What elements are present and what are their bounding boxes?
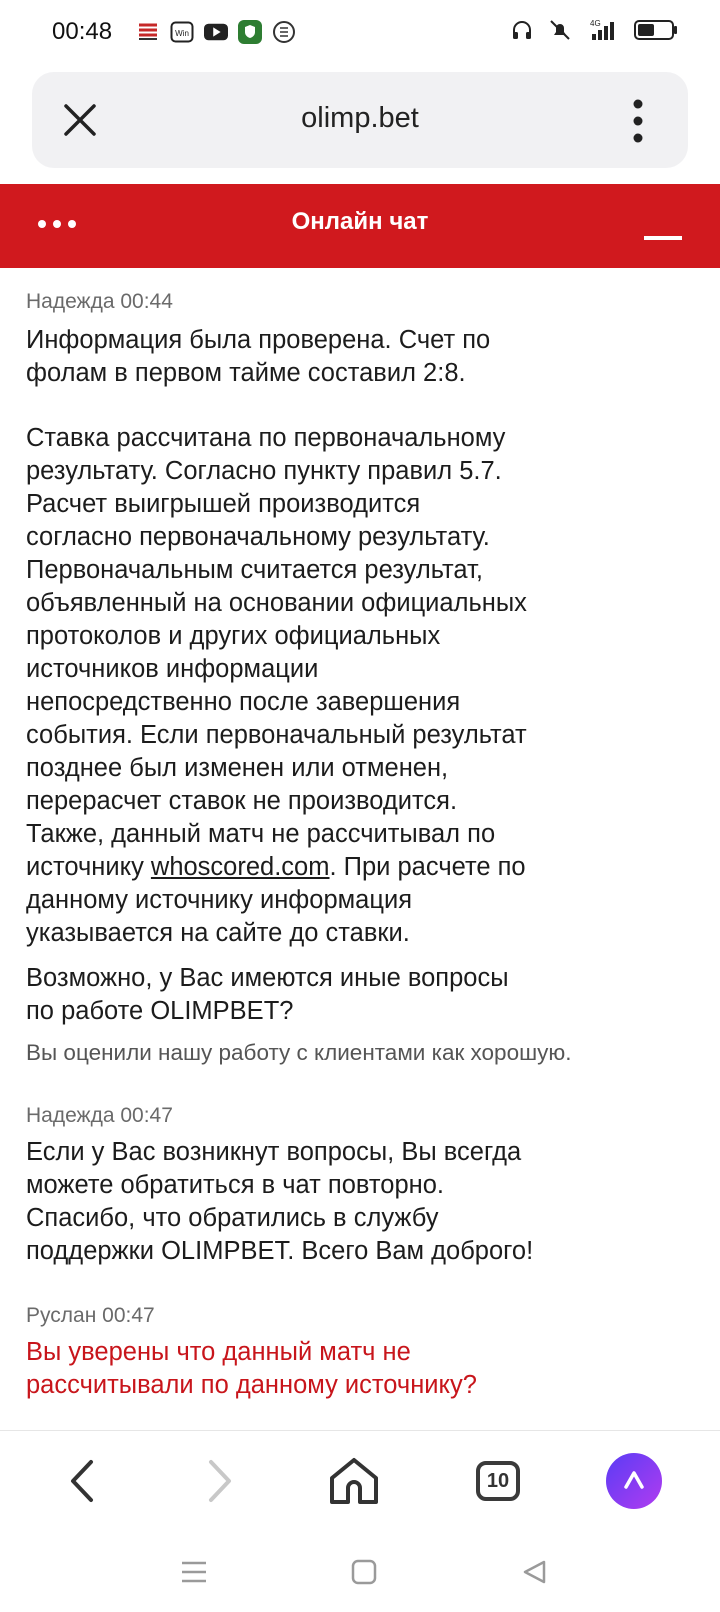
win-app-icon bbox=[170, 20, 194, 44]
message-text bbox=[26, 1136, 696, 1268]
notification-icons bbox=[136, 20, 296, 44]
status-bar bbox=[0, 0, 720, 64]
club-app-icon bbox=[272, 20, 296, 44]
back-icon[interactable] bbox=[52, 1451, 112, 1511]
message-text bbox=[26, 962, 696, 1028]
minimize-icon[interactable] bbox=[644, 214, 682, 244]
message-line: Если у Вас возникнут вопросы, Вы всегда bbox=[26, 1138, 522, 1166]
signal-icon bbox=[586, 18, 620, 42]
youtube-icon bbox=[204, 20, 228, 44]
source-link[interactable]: whoscored.com bbox=[150, 853, 330, 881]
message-line: позднее был изменен или отменен, bbox=[26, 754, 449, 782]
message-line: Спасибо, что обратились в службу bbox=[26, 1204, 439, 1232]
message-line: непосредственно после завершения bbox=[26, 688, 461, 716]
rating-notice: Вы оценили нашу работу с клиентами как хорошую. bbox=[26, 1040, 572, 1065]
message-line: рассчитывали по данному источнику? bbox=[26, 1371, 477, 1399]
chat-messages[interactable] bbox=[0, 268, 720, 1430]
message-line: Также, данный матч не рассчитывал по bbox=[26, 820, 496, 848]
message-line: объявленный на основании официальных bbox=[26, 589, 527, 617]
mute-bell-icon bbox=[548, 18, 572, 42]
message-text bbox=[26, 324, 696, 390]
browser-bottom-bar bbox=[0, 1430, 720, 1533]
chat-header bbox=[0, 184, 720, 268]
message-line: события. Если первоначальный результат bbox=[26, 721, 527, 749]
message-line: Информация была проверена. Счет по bbox=[26, 326, 491, 354]
message-meta: Надежда 00:47 bbox=[26, 1104, 173, 1127]
back-triangle-icon[interactable] bbox=[512, 1550, 556, 1594]
message-line: можете обратиться в чат повторно. bbox=[26, 1171, 444, 1199]
message-meta: Надежда 00:44 bbox=[26, 290, 173, 313]
message-line: согласно первоначальному результату. bbox=[26, 523, 490, 551]
message-line: указывается на сайте до ставки. bbox=[26, 919, 410, 947]
message-line: Вы уверены что данный матч не bbox=[26, 1338, 411, 1366]
message-line: данному источнику информация bbox=[26, 886, 412, 914]
tabs-count: 10 bbox=[476, 1461, 520, 1501]
forward-icon[interactable] bbox=[190, 1451, 250, 1511]
message-line: протоколов и других официальных bbox=[26, 622, 441, 650]
user-message-text bbox=[26, 1336, 696, 1402]
shield-app-icon bbox=[238, 20, 262, 44]
message-line: фолам в первом тайме составил 2:8. bbox=[26, 359, 466, 387]
source-suffix: . При расчете по bbox=[329, 853, 526, 881]
chat-title: Онлайн чат bbox=[291, 208, 429, 235]
flag-app-icon bbox=[136, 20, 160, 44]
system-navigation-bar bbox=[0, 1532, 720, 1612]
recents-menu-icon[interactable] bbox=[172, 1550, 216, 1594]
address-bar[interactable] bbox=[32, 72, 688, 168]
svg-text:Win: Win bbox=[175, 29, 189, 38]
message-meta: Руслан 00:47 bbox=[26, 1304, 155, 1327]
message-line: Ставка рассчитана по первоначальному bbox=[26, 424, 506, 452]
home-square-icon[interactable] bbox=[342, 1550, 386, 1594]
message-line: по работе OLIMPBET? bbox=[26, 997, 294, 1025]
tabs-icon[interactable] bbox=[468, 1451, 528, 1511]
home-icon[interactable] bbox=[324, 1451, 384, 1511]
message-line: источников информации bbox=[26, 655, 319, 683]
message-line bbox=[26, 851, 696, 884]
headphones-icon bbox=[510, 18, 534, 42]
network-type: 4G bbox=[590, 19, 601, 28]
message-line: Возможно, у Вас имеются иные вопросы bbox=[26, 964, 509, 992]
message-line: Расчет выигрышей производится bbox=[26, 490, 421, 518]
more-vert-icon[interactable] bbox=[630, 98, 646, 144]
alice-icon[interactable] bbox=[604, 1451, 664, 1511]
message-line: перерасчет ставок не производится. bbox=[26, 787, 458, 815]
url-text[interactable]: olimp.bet bbox=[301, 102, 419, 134]
battery-icon bbox=[634, 18, 678, 42]
message-line: поддержки OLIMPBET. Всего Вам доброго! bbox=[26, 1237, 534, 1265]
source-prefix: источнику bbox=[26, 853, 151, 881]
status-time: 00:48 bbox=[52, 18, 113, 45]
message-line: Первоначальным считается результат, bbox=[26, 556, 483, 584]
system-status-icons bbox=[510, 18, 678, 42]
message-line: результату. Согласно пункту правил 5.7. bbox=[26, 457, 502, 485]
message-text bbox=[26, 422, 696, 950]
